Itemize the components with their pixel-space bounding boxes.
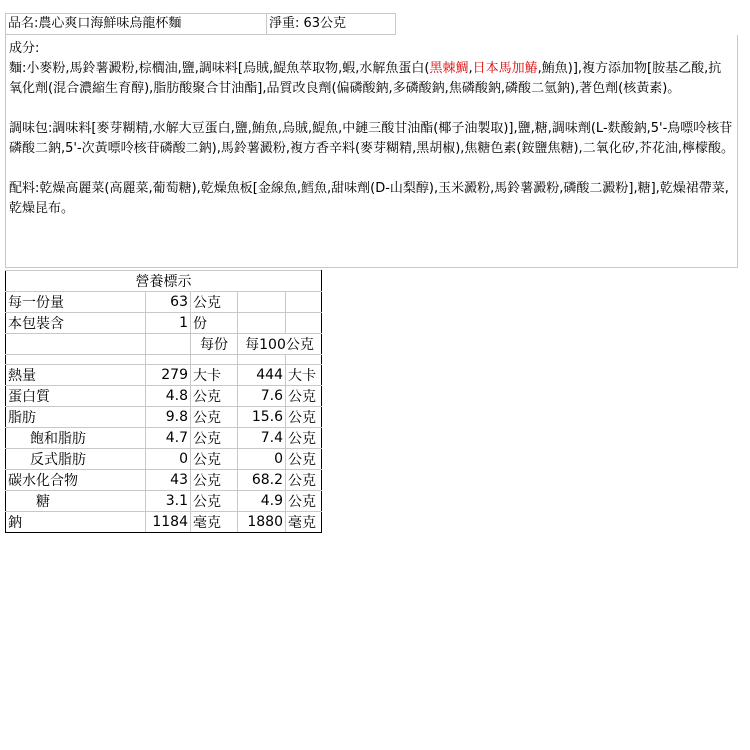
- nutrient-unit: 毫克: [191, 512, 238, 533]
- spacer-row: [6, 355, 322, 365]
- separator: ,: [468, 61, 473, 76]
- empty-cell: [286, 292, 322, 313]
- allergen-fish-1: 黑棘鯛: [429, 61, 469, 76]
- serving-size-value: 63: [146, 292, 191, 313]
- nutrient-label: 反式脂肪: [6, 449, 146, 470]
- nutrient-label: 碳水化合物: [6, 470, 146, 491]
- nutrient-unit: 公克: [286, 428, 322, 449]
- nutrient-unit: 公克: [191, 407, 238, 428]
- seasoning-ingredients: 調味包:調味料[麥芽糊精,水解大豆蛋白,鹽,鮪魚,烏賊,鯷魚,中鏈三酸甘油酯(椰子油製取)],鹽,糖,調味劑(L-麩酸鈉,5'-鳥嘌呤核苷磷酸二鈉,5'-次黃嘌呤核苷磷酸二鈉),馬鈴薯澱粉,複方香辛料(麥芽糊精,黑胡椒),焦糖色素(銨鹽焦糖),二氧化矽,芥花油,檸檬酸。: [9, 121, 734, 156]
- nutrient-per-serving: 4.8: [146, 386, 191, 407]
- nutrient-per-serving: 0: [146, 449, 191, 470]
- nutrient-per-100g: 1880: [238, 512, 286, 533]
- allergen-fish-2: 日本馬加鰆: [472, 61, 538, 76]
- nutrient-unit: 大卡: [191, 365, 238, 386]
- nutrient-row-sugar: [6, 491, 322, 512]
- empty-cell: [146, 355, 191, 365]
- per-100g-header: 每100公克: [238, 334, 322, 355]
- nutrient-per-serving: 3.1: [146, 491, 191, 512]
- nutrient-per-serving: 1184: [146, 512, 191, 533]
- nutrient-row-saturated-fat: [6, 428, 322, 449]
- nutrient-per-serving: 4.7: [146, 428, 191, 449]
- garnish-ingredients: 配料:乾燥高麗菜(高麗菜,葡萄糖),乾燥魚板[金線魚,鱈魚,甜味劑(D-山梨醇),玉米澱粉,馬鈴薯澱粉,磷酸二澱粉],糖],乾燥裙帶菜,乾燥昆布。: [9, 181, 729, 216]
- nutrient-row-sodium: [6, 512, 322, 533]
- nutrition-title: 營養標示: [6, 271, 322, 292]
- nutrient-per-serving: 43: [146, 470, 191, 491]
- servings-value: 1: [146, 313, 191, 334]
- net-weight: 淨重: 63公克: [267, 13, 396, 35]
- empty-cell: [286, 355, 322, 365]
- ingredients-block: [5, 35, 738, 268]
- per-serving-header: 每份: [191, 334, 238, 355]
- nutrient-label: 飽和脂肪: [6, 428, 146, 449]
- noodle-ingredients-part1: 麵:小麥粉,馬鈴薯澱粉,棕櫚油,鹽,調味料[烏賊,鯷魚萃取物,蝦,水解魚蛋白(: [9, 61, 430, 76]
- nutrient-row-carbohydrate: [6, 470, 322, 491]
- empty-cell: [238, 355, 286, 365]
- empty-cell: [286, 313, 322, 334]
- nutrient-row-trans-fat: [6, 449, 322, 470]
- empty-cell: [238, 292, 286, 313]
- ingredients-header: 成分:: [9, 41, 40, 56]
- nutrient-row-protein: [6, 386, 322, 407]
- nutrient-unit: 公克: [286, 470, 322, 491]
- servings-label: 本包裝含: [6, 313, 146, 334]
- nutrient-per-serving: 9.8: [146, 407, 191, 428]
- nutrient-row-fat: [6, 407, 322, 428]
- empty-cell: [146, 334, 191, 355]
- product-name: 品名:農心爽口海鮮味烏龍杯麵: [5, 13, 267, 35]
- nutrient-row-calories: [6, 365, 322, 386]
- nutrient-label: 熱量: [6, 365, 146, 386]
- serving-size-label: 每一份量: [6, 292, 146, 313]
- nutrient-per-100g: 7.6: [238, 386, 286, 407]
- nutrient-label: 鈉: [6, 512, 146, 533]
- noodle-ingredients: [9, 59, 734, 99]
- nutrient-per-100g: 4.9: [238, 491, 286, 512]
- nutrient-per-100g: 7.4: [238, 428, 286, 449]
- nutrient-per-100g: 15.6: [238, 407, 286, 428]
- nutrient-unit: 毫克: [286, 512, 322, 533]
- nutrient-label: 蛋白質: [6, 386, 146, 407]
- servings-per-package-row: [6, 313, 322, 334]
- nutrient-per-100g: 68.2: [238, 470, 286, 491]
- empty-cell: [6, 355, 146, 365]
- nutrition-table: [5, 270, 322, 533]
- empty-cell: [191, 355, 238, 365]
- serving-size-unit: 公克: [191, 292, 238, 313]
- servings-unit: 份: [191, 313, 238, 334]
- nutrient-unit: 公克: [191, 386, 238, 407]
- nutrient-per-100g: 444: [238, 365, 286, 386]
- column-header-row: [6, 334, 322, 355]
- nutrition-title-row: [6, 271, 322, 292]
- nutrient-label: 糖: [6, 491, 146, 512]
- nutrient-unit: 公克: [191, 449, 238, 470]
- nutrient-per-100g: 0: [238, 449, 286, 470]
- nutrient-unit: 公克: [286, 386, 322, 407]
- nutrient-unit: 公克: [286, 491, 322, 512]
- nutrient-unit: 公克: [191, 428, 238, 449]
- nutrient-unit: 大卡: [286, 365, 322, 386]
- nutrient-label: 脂肪: [6, 407, 146, 428]
- noodle-ingredients-part2: ,鮪魚)],複方添加物[胺基乙酸,抗氧化劑(混合濃縮生育醇),脂肪酸聚合甘油酯],品質改良劑(偏磷酸鈉,多磷酸鈉,焦磷酸鈉,磷酸二氫鈉),著色劑(核黃素)。: [9, 61, 722, 96]
- serving-size-row: [6, 292, 322, 313]
- nutrient-unit: 公克: [191, 470, 238, 491]
- nutrient-unit: 公克: [191, 491, 238, 512]
- nutrient-unit: 公克: [286, 449, 322, 470]
- nutrient-unit: 公克: [286, 407, 322, 428]
- empty-cell: [6, 334, 146, 355]
- empty-cell: [238, 313, 286, 334]
- nutrient-per-serving: 279: [146, 365, 191, 386]
